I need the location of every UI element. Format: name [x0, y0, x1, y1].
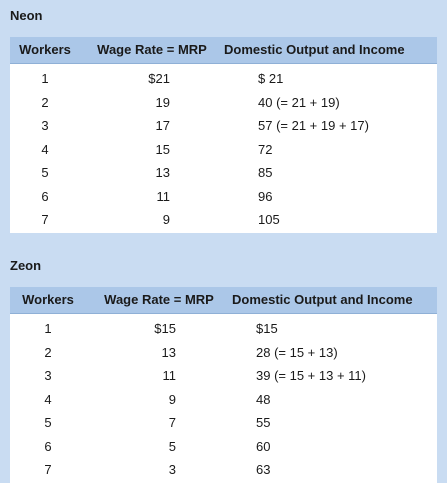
section-title: Zeon	[10, 258, 42, 273]
table-row	[10, 114, 437, 138]
cell-wage: $21	[148, 71, 170, 86]
table-row	[10, 435, 437, 459]
cell-output: 40 (= 21 + 19)	[258, 94, 340, 110]
cell-output: $15	[256, 321, 278, 336]
header-wage-rate: Wage Rate = MRP	[104, 292, 214, 307]
table-row	[10, 67, 437, 91]
header-output: Domestic Output and Income	[232, 292, 413, 307]
cell-workers: 6	[41, 188, 49, 204]
header-output: Domestic Output and Income	[224, 42, 405, 57]
table-row	[10, 161, 437, 185]
cell-output: 105	[258, 212, 280, 227]
cell-wage: 5	[168, 438, 176, 454]
cell-wage: 15	[155, 141, 170, 157]
cell-wage: 9	[162, 212, 170, 227]
cell-wage: 9	[168, 391, 176, 407]
header-wage-rate: Wage Rate = MRP	[97, 42, 207, 57]
cell-workers: 6	[44, 438, 52, 454]
zeon-table	[10, 287, 437, 483]
cell-wage: 13	[155, 165, 170, 180]
table-row	[10, 317, 437, 341]
table-header	[10, 37, 437, 64]
cell-wage: 11	[156, 188, 170, 204]
cell-workers: 1	[41, 71, 49, 86]
cell-output: $ 21	[258, 71, 284, 86]
cell-output: 57 (= 21 + 19 + 17)	[258, 118, 369, 133]
table-row	[10, 458, 437, 482]
neon-table	[10, 37, 437, 233]
table-row	[10, 388, 437, 412]
cell-output: 55	[256, 415, 271, 430]
cell-workers: 4	[41, 141, 49, 157]
cell-wage: 17	[155, 118, 170, 133]
table-row	[10, 208, 437, 232]
table-row	[10, 138, 437, 162]
cell-wage: 11	[162, 368, 176, 383]
cell-output: 39 (= 15 + 13 + 11)	[256, 368, 366, 383]
cell-wage: $15	[154, 321, 176, 336]
cell-wage: 3	[168, 462, 176, 477]
table-row	[10, 341, 437, 365]
table-header	[10, 287, 437, 314]
table-body	[10, 314, 437, 483]
cell-workers: 2	[44, 344, 52, 360]
cell-workers: 4	[44, 391, 52, 407]
cell-workers: 2	[41, 94, 49, 110]
zeon-section	[10, 256, 437, 483]
cell-wage: 7	[168, 415, 176, 430]
neon-section	[10, 6, 437, 233]
cell-workers: 3	[44, 368, 52, 383]
cell-output: 96	[258, 188, 273, 204]
table-row	[10, 185, 437, 209]
cell-output: 85	[258, 165, 273, 180]
cell-output: 72	[258, 141, 273, 157]
cell-workers: 5	[41, 165, 49, 180]
cell-output: 28 (= 15 + 13)	[256, 344, 338, 360]
cell-workers: 7	[44, 462, 52, 477]
table-row	[10, 91, 437, 115]
table-row	[10, 411, 437, 435]
cell-wage: 19	[155, 94, 170, 110]
table-body	[10, 64, 437, 233]
section-title: Neon	[10, 8, 43, 23]
cell-workers: 7	[41, 212, 49, 227]
cell-workers: 3	[41, 118, 49, 133]
cell-wage: 13	[161, 344, 176, 360]
table-row	[10, 364, 437, 388]
cell-output: 63	[256, 462, 271, 477]
header-workers: Workers	[22, 292, 74, 307]
cell-workers: 5	[44, 415, 52, 430]
header-workers: Workers	[19, 42, 71, 57]
cell-output: 48	[256, 391, 271, 407]
cell-workers: 1	[44, 321, 52, 336]
cell-output: 60	[256, 438, 271, 454]
